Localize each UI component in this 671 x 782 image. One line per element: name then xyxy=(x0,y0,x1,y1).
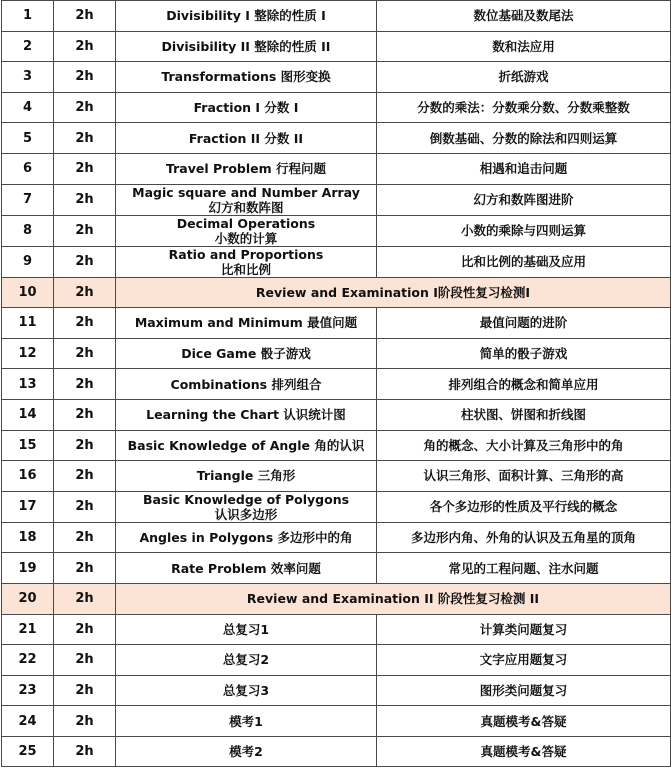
table-row xyxy=(2,31,671,62)
table-row xyxy=(2,706,671,737)
table-row xyxy=(2,246,671,277)
lesson-number: 9 xyxy=(2,246,54,277)
schedule-body xyxy=(2,1,671,767)
table-row xyxy=(2,491,671,522)
lesson-number: 8 xyxy=(2,215,54,246)
lesson-hours: 2h xyxy=(54,522,116,553)
lesson-content: 幻方和数阵图进阶 xyxy=(377,184,671,215)
lesson-topic xyxy=(116,184,377,215)
table-row xyxy=(2,736,671,767)
lesson-topic xyxy=(116,92,377,123)
lesson-topic xyxy=(116,553,377,584)
topic-line: 模考2 xyxy=(229,744,263,760)
lesson-number: 12 xyxy=(2,338,54,369)
lesson-hours: 2h xyxy=(54,369,116,400)
table-row xyxy=(2,338,671,369)
lesson-number: 24 xyxy=(2,706,54,737)
review-row xyxy=(2,583,671,614)
lesson-topic xyxy=(116,399,377,430)
lesson-topic xyxy=(116,246,377,277)
lesson-hours: 2h xyxy=(54,338,116,369)
lesson-topic xyxy=(116,645,377,676)
topic-line: Combinations 排列组合 xyxy=(170,376,322,392)
table-row xyxy=(2,1,671,32)
lesson-hours: 2h xyxy=(54,123,116,154)
lesson-topic xyxy=(116,522,377,553)
topic-line: Angles in Polygons 多边形中的角 xyxy=(139,530,353,546)
lesson-content: 相遇和追击问题 xyxy=(377,153,671,184)
lesson-number: 11 xyxy=(2,308,54,339)
lesson-number: 1 xyxy=(2,1,54,32)
topic-line: Fraction II 分数 II xyxy=(188,130,304,146)
table-row xyxy=(2,184,671,215)
lesson-content: 分数的乘法：分数乘分数、分数乘整数 xyxy=(377,92,671,123)
topic-line: Basic Knowledge of Polygons xyxy=(142,491,350,507)
lesson-hours: 2h xyxy=(54,645,116,676)
lesson-number: 14 xyxy=(2,399,54,430)
lesson-number: 16 xyxy=(2,461,54,492)
topic-line: 小数的计算 xyxy=(214,230,278,246)
table-row xyxy=(2,675,671,706)
lesson-number: 21 xyxy=(2,614,54,645)
lesson-topic xyxy=(116,338,377,369)
lesson-number: 13 xyxy=(2,369,54,400)
table-row xyxy=(2,153,671,184)
lesson-content: 排列组合的概念和简单应用 xyxy=(377,369,671,400)
lesson-content: 计算类问题复习 xyxy=(377,614,671,645)
review-title: Review and Examination Ⅰ阶段性复习检测Ⅰ xyxy=(116,277,671,308)
lesson-number: 3 xyxy=(2,62,54,93)
lesson-hours: 2h xyxy=(54,461,116,492)
lesson-topic xyxy=(116,153,377,184)
lesson-hours: 2h xyxy=(54,215,116,246)
lesson-hours: 2h xyxy=(54,31,116,62)
lesson-hours: 2h xyxy=(54,184,116,215)
topic-line: 幻方和数阵图 xyxy=(208,199,284,215)
lesson-content: 折纸游戏 xyxy=(377,62,671,93)
table-row xyxy=(2,430,671,461)
lesson-content: 各个多边形的性质及平行线的概念 xyxy=(377,491,671,522)
lesson-number: 4 xyxy=(2,92,54,123)
topic-line: Divisibility II 整除的性质 II xyxy=(161,38,331,54)
lesson-topic xyxy=(116,461,377,492)
lesson-topic xyxy=(116,430,377,461)
topic-line: 总复习2 xyxy=(222,652,270,668)
lesson-topic xyxy=(116,308,377,339)
lesson-number: 23 xyxy=(2,675,54,706)
topic-line: Decimal Operations xyxy=(176,215,316,231)
lesson-hours: 2h xyxy=(54,308,116,339)
lesson-content: 文字应用题复习 xyxy=(377,645,671,676)
topic-line: Maximum and Minimum 最值问题 xyxy=(134,315,358,331)
lesson-hours: 2h xyxy=(54,491,116,522)
topic-line: Triangle 三角形 xyxy=(196,468,296,484)
topic-line: Basic Knowledge of Angle 角的认识 xyxy=(127,437,365,453)
lesson-number: 17 xyxy=(2,491,54,522)
lesson-topic xyxy=(116,736,377,767)
lesson-hours: 2h xyxy=(54,153,116,184)
lesson-content: 认识三角形、面积计算、三角形的高 xyxy=(377,461,671,492)
table-row xyxy=(2,553,671,584)
lesson-hours: 2h xyxy=(54,675,116,706)
lesson-content: 常见的工程问题、注水问题 xyxy=(377,553,671,584)
topic-line: 总复习3 xyxy=(222,682,270,698)
lesson-number: 2 xyxy=(2,31,54,62)
lesson-content: 多边形内角、外角的认识及五角星的顶角 xyxy=(377,522,671,553)
lesson-hours: 2h xyxy=(54,1,116,32)
lesson-content: 真题模考&答疑 xyxy=(377,706,671,737)
table-row xyxy=(2,369,671,400)
lesson-number: 10 xyxy=(2,277,54,308)
lesson-number: 19 xyxy=(2,553,54,584)
course-schedule-table xyxy=(1,0,671,767)
topic-line: Dice Game 骰子游戏 xyxy=(181,346,311,362)
topic-line: Divisibility I 整除的性质 I xyxy=(166,8,326,24)
lesson-hours: 2h xyxy=(54,430,116,461)
lesson-content: 图形类问题复习 xyxy=(377,675,671,706)
table-row xyxy=(2,92,671,123)
topic-line: Transformations 图形变换 xyxy=(161,69,331,85)
topic-line: Magic square and Number Array xyxy=(132,184,360,200)
lesson-hours: 2h xyxy=(54,614,116,645)
table-row xyxy=(2,62,671,93)
lesson-hours: 2h xyxy=(54,246,116,277)
lesson-topic xyxy=(116,614,377,645)
lesson-topic xyxy=(116,369,377,400)
topic-line: 模考1 xyxy=(229,713,263,729)
lesson-content: 简单的骰子游戏 xyxy=(377,338,671,369)
topic-line: 比和比例 xyxy=(220,261,271,277)
topic-line: 总复习1 xyxy=(222,621,270,637)
table-row xyxy=(2,123,671,154)
lesson-topic xyxy=(116,491,377,522)
lesson-topic xyxy=(116,62,377,93)
lesson-content: 比和比例的基础及应用 xyxy=(377,246,671,277)
table-row xyxy=(2,215,671,246)
lesson-topic xyxy=(116,675,377,706)
lesson-number: 18 xyxy=(2,522,54,553)
topic-line: 认识多边形 xyxy=(214,506,278,522)
table-row xyxy=(2,399,671,430)
lesson-number: 5 xyxy=(2,123,54,154)
review-row xyxy=(2,277,671,308)
review-title: Review and Examination II 阶段性复习检测 II xyxy=(116,583,671,614)
lesson-number: 6 xyxy=(2,153,54,184)
lesson-topic xyxy=(116,1,377,32)
lesson-hours: 2h xyxy=(54,736,116,767)
topic-line: Rate Problem 效率问题 xyxy=(171,560,321,576)
lesson-topic xyxy=(116,215,377,246)
lesson-number: 20 xyxy=(2,583,54,614)
table-row xyxy=(2,614,671,645)
lesson-number: 15 xyxy=(2,430,54,461)
lesson-number: 7 xyxy=(2,184,54,215)
table-row xyxy=(2,461,671,492)
lesson-content: 数和法应用 xyxy=(377,31,671,62)
lesson-topic xyxy=(116,123,377,154)
lesson-hours: 2h xyxy=(54,553,116,584)
lesson-content: 角的概念、大小计算及三角形中的角 xyxy=(377,430,671,461)
lesson-hours: 2h xyxy=(54,277,116,308)
lesson-number: 22 xyxy=(2,645,54,676)
lesson-content: 倒数基础、分数的除法和四则运算 xyxy=(377,123,671,154)
lesson-content: 数位基础及数尾法 xyxy=(377,1,671,32)
topic-line: Fraction I 分数 I xyxy=(193,100,299,116)
lesson-hours: 2h xyxy=(54,706,116,737)
table-row xyxy=(2,645,671,676)
lesson-number: 25 xyxy=(2,736,54,767)
table-row xyxy=(2,308,671,339)
lesson-hours: 2h xyxy=(54,92,116,123)
lesson-content: 最值问题的进阶 xyxy=(377,308,671,339)
lesson-hours: 2h xyxy=(54,62,116,93)
lesson-content: 真题模考&答疑 xyxy=(377,736,671,767)
lesson-hours: 2h xyxy=(54,583,116,614)
lesson-topic xyxy=(116,31,377,62)
lesson-topic xyxy=(116,706,377,737)
table-row xyxy=(2,522,671,553)
topic-line: Ratio and Proportions xyxy=(168,246,324,262)
topic-line: Learning the Chart 认识统计图 xyxy=(146,407,346,423)
lesson-content: 小数的乘除与四则运算 xyxy=(377,215,671,246)
lesson-hours: 2h xyxy=(54,399,116,430)
lesson-content: 柱状图、饼图和折线图 xyxy=(377,399,671,430)
topic-line: Travel Problem 行程问题 xyxy=(165,161,327,177)
